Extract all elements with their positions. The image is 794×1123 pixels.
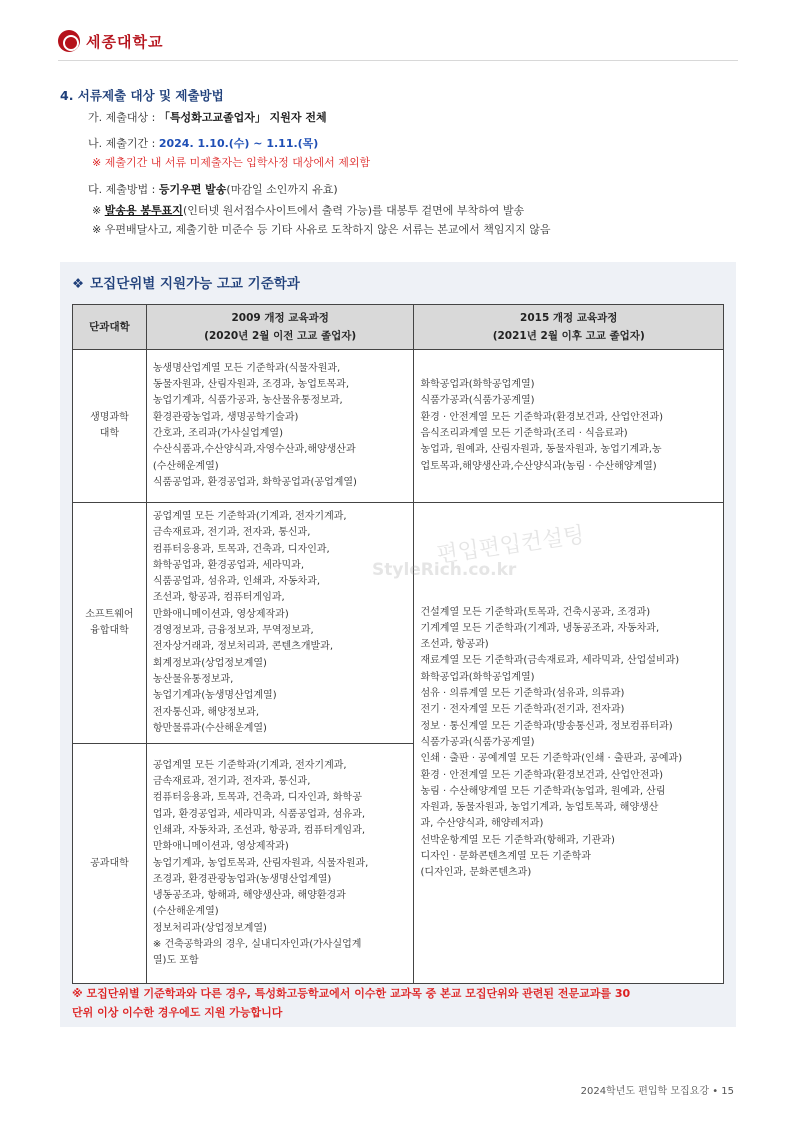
unit-name-line2: 대학	[99, 428, 120, 439]
unit-cell	[73, 350, 147, 503]
list-item: 정보처리과(상업정보계열)	[152, 922, 267, 934]
unit-cell	[73, 744, 147, 984]
unit-name-line1: 공과대학	[90, 857, 129, 869]
list-item: 금속재료과, 전기과, 전자과, 통신과,	[152, 527, 311, 539]
unit-cell	[73, 503, 147, 744]
method-label: 다. 제출방법 :	[88, 183, 159, 196]
header-2015-line2: (2021년 2월 이후 고교 졸업자)	[492, 330, 645, 342]
method-note-1	[92, 203, 524, 219]
list-item: 농산물유통정보과,	[152, 673, 234, 685]
list-item: 업과, 환경공업과, 세라믹과, 식품공업과, 섬유과,	[152, 808, 366, 820]
col2009-cell	[146, 744, 414, 984]
list-item: 냉동공조과, 항해과, 해양생산과, 해양환경과	[152, 890, 346, 902]
list-item: 만화애니메이션과, 영상제작과)	[152, 841, 289, 853]
list-item: 환경 · 안전계열 모든 기준학과(환경보건과, 산업안전과)	[420, 769, 664, 781]
list-item: 조선과, 항공과)	[420, 639, 489, 651]
list-item: 농업과, 원예과, 산림자원과, 동물자원과, 농업기계과,농	[420, 444, 662, 456]
list-item: 인쇄과, 자동차과, 조선과, 항공과, 컴퓨터게임과,	[152, 824, 366, 836]
list-item: 동물자원과, 산림자원과, 조경과, 농업토목과,	[152, 379, 350, 391]
header-2009	[146, 305, 414, 350]
col2009-cell	[146, 503, 414, 744]
unit-name-line1: 소프트웨어	[85, 609, 134, 621]
unit-name-line1: 생명과학	[90, 412, 129, 423]
method-value: 등기우편 발송	[158, 183, 227, 196]
list-item: 재료계열 모든 기준학과(금속재료과, 세라믹과, 산업설비과)	[420, 655, 680, 667]
header-unit: 단과대학	[73, 305, 147, 350]
period-note: ※ 제출기간 내 서류 미제출자는 입학사정 대상에서 제외함	[92, 156, 371, 169]
unit-name-line2: 융합대학	[90, 625, 129, 637]
list-item: 섬유 · 의류계열 모든 기준학과(섬유과, 의류과)	[420, 688, 625, 700]
box-title-text: 모집단위별 지원가능 고교 기준학과	[90, 276, 300, 292]
period-label: 나. 제출기간 :	[88, 137, 159, 150]
target-label: 가. 제출대상 :	[88, 111, 159, 124]
list-item: 수산식품과,수산양식과,자영수산과,해양생산과	[152, 444, 356, 456]
list-item: 농생명산업계열 모든 기준학과(식물자원과,	[152, 362, 341, 374]
list-item: 환경관광농업과, 생명공학기술과)	[152, 411, 299, 423]
list-item: (수산해운계열)	[152, 460, 219, 472]
list-item: 식품가공과(식품가공계열)	[420, 395, 535, 407]
watermark-text: 편입편입컨설팅	[435, 522, 587, 569]
list-item: 컴퓨터응용과, 토목과, 건축과, 디자인과,	[152, 543, 330, 555]
method-tail: (마감일 소인까지 유효)	[226, 183, 338, 196]
method-line	[88, 182, 338, 198]
list-item: 공업계열 모든 기준학과(기계과, 전자기계과,	[152, 759, 347, 771]
target-line	[88, 110, 327, 126]
list-item: 조선과, 항공과, 컴퓨터게임과,	[152, 592, 285, 604]
list-item: 인쇄 · 출판 · 공예계열 모든 기준학과(인쇄 · 출판과, 공예과)	[420, 753, 683, 765]
target-value: 「특성화고교졸업자」 지원자 전체	[158, 111, 327, 124]
university-logo-text: 세종대학교	[86, 32, 164, 51]
list-item: 과, 수산양식과, 해양레저과)	[420, 818, 544, 830]
list-item: 기계계열 모든 기준학과(기계과, 냉동공조과, 자동차과,	[420, 622, 660, 634]
col2009-cell	[146, 350, 414, 503]
list-item: 조경과, 환경관광농업과(농생명산업계열)	[152, 873, 332, 885]
list-item: 식품공업과, 환경공업과, 화학공업과(공업계열)	[152, 476, 357, 488]
list-item: 전자상거래과, 정보처리과, 콘텐츠개발과,	[152, 641, 334, 653]
period-value: 2024. 1.10.(수) ~ 1.11.(목)	[158, 137, 319, 150]
note1-rest: (인터넷 원서접수사이트에서 출력 가능)를 대봉투 겉면에 부착하여 발송	[182, 204, 525, 217]
list-item: 만화애니메이션과, 영상제작과)	[152, 608, 289, 620]
list-item: 농림 · 수산해양계열 모든 기준학과(농업과, 원예과, 산림	[420, 785, 666, 797]
list-item: 자원과, 동물자원과, 농업기계과, 농업토목과, 해양생산	[420, 802, 659, 814]
list-item: 업토목과,해양생산과,수산양식과(농림 · 수산해양계열)	[420, 460, 657, 472]
header-2015	[414, 305, 724, 350]
list-item: 환경 · 안전계열 모든 기준학과(환경보건과, 산업안전과)	[420, 411, 664, 423]
envelope-label-strong: 발송용 봉투표지	[104, 204, 183, 217]
list-item: 농업기계과(농생명산업계열)	[152, 690, 277, 702]
list-item: 경영정보과, 금융정보과, 무역정보과,	[152, 625, 314, 637]
list-item: 컴퓨터응용과, 토목과, 건축과, 디자인과, 화학공	[152, 792, 362, 804]
list-item: 간호과, 조리과(가사실업계열)	[152, 428, 283, 439]
footnote	[72, 984, 732, 1022]
col2015-cell	[414, 350, 724, 503]
list-item: 회계정보과(상업정보계열)	[152, 657, 267, 669]
list-item: 화학공업과, 환경공업과, 세라믹과,	[152, 559, 305, 571]
list-item: ※ 건축공학과의 경우, 실내디자인과(가사실업계	[152, 938, 362, 950]
list-item: 식품가공과(식품가공계열)	[420, 736, 535, 748]
table-row	[73, 350, 724, 503]
list-item: (수산해운계열)	[152, 906, 219, 918]
list-item: (디자인과, 문화콘텐츠과)	[420, 867, 532, 879]
list-item: 디자인 · 문화콘텐츠계열 모든 기준학과	[420, 851, 591, 862]
header-2015-line1: 2015 개정 교육과정	[520, 312, 618, 324]
department-table	[72, 304, 724, 984]
period-line	[88, 136, 318, 152]
watermark-url: StyleRich.co.kr	[372, 560, 517, 580]
box-title	[72, 272, 300, 292]
footnote-line1: ※ 모집단위별 기준학과와 다른 경우, 특성화고등학교에서 이수한 교과목 중 본교 모집단위와 관련된 전문교과를 30	[72, 987, 631, 1000]
list-item: 건설계열 모든 기준학과(토목과, 건축시공과, 조경과)	[420, 606, 651, 618]
page-footer: 2024학년도 편입학 모집요강 • 15	[580, 1086, 734, 1097]
list-item: 화학공업과(화학공업계열)	[420, 379, 535, 391]
method-note-2: ※ 우편배달사고, 제출기한 미준수 등 기타 사유로 도착하지 않은 서류는 본교에서 책임지지 않음	[92, 223, 551, 236]
list-item: 화학공업과(화학공업계열)	[420, 671, 535, 683]
list-item: 선박운항계열 모든 기준학과(항해과, 기관과)	[420, 834, 615, 846]
list-item: 전기 · 전자계열 모든 기준학과(전기과, 전자과)	[420, 704, 625, 716]
list-item: 전자통신과, 해양정보과,	[152, 706, 260, 718]
list-item: 공업계열 모든 기준학과(기계과, 전자기계과,	[152, 511, 347, 522]
header-2009-line1: 2009 개정 교육과정	[231, 312, 329, 324]
table-row	[73, 503, 724, 744]
list-item: 열)도 포함	[152, 955, 199, 967]
list-item: 항만물류과(수산해운계열)	[152, 722, 267, 734]
list-item: 농업기계과, 식품가공과, 농산물유통정보과,	[152, 395, 343, 407]
header-divider	[58, 60, 738, 61]
list-item: 음식조리과계열 모든 기준학과(조리 · 식음료과)	[420, 428, 628, 439]
section-title: 4. 서류제출 대상 및 제출방법	[60, 88, 224, 103]
university-seal-icon	[58, 30, 80, 52]
list-item: 농업기계과, 농업토목과, 산림자원과, 식물자원과,	[152, 857, 369, 869]
list-item: 금속재료과, 전기과, 전자과, 통신과,	[152, 776, 311, 788]
diamond-bullet-icon: ❖	[72, 276, 85, 292]
note-mark: ※	[92, 204, 105, 217]
header-2009-line2: (2020년 2월 이전 고교 졸업자)	[204, 330, 357, 342]
list-item: 식품공업과, 섬유과, 인쇄과, 자동차과,	[152, 576, 321, 588]
page-header	[58, 26, 163, 56]
list-item: 정보 · 통신계열 모든 기준학과(방송통신과, 정보컴퓨터과)	[420, 720, 673, 732]
footnote-line2: 단위 이상 이수한 경우에도 지원 가능합니다	[72, 1006, 283, 1019]
table-header-row	[73, 305, 724, 350]
